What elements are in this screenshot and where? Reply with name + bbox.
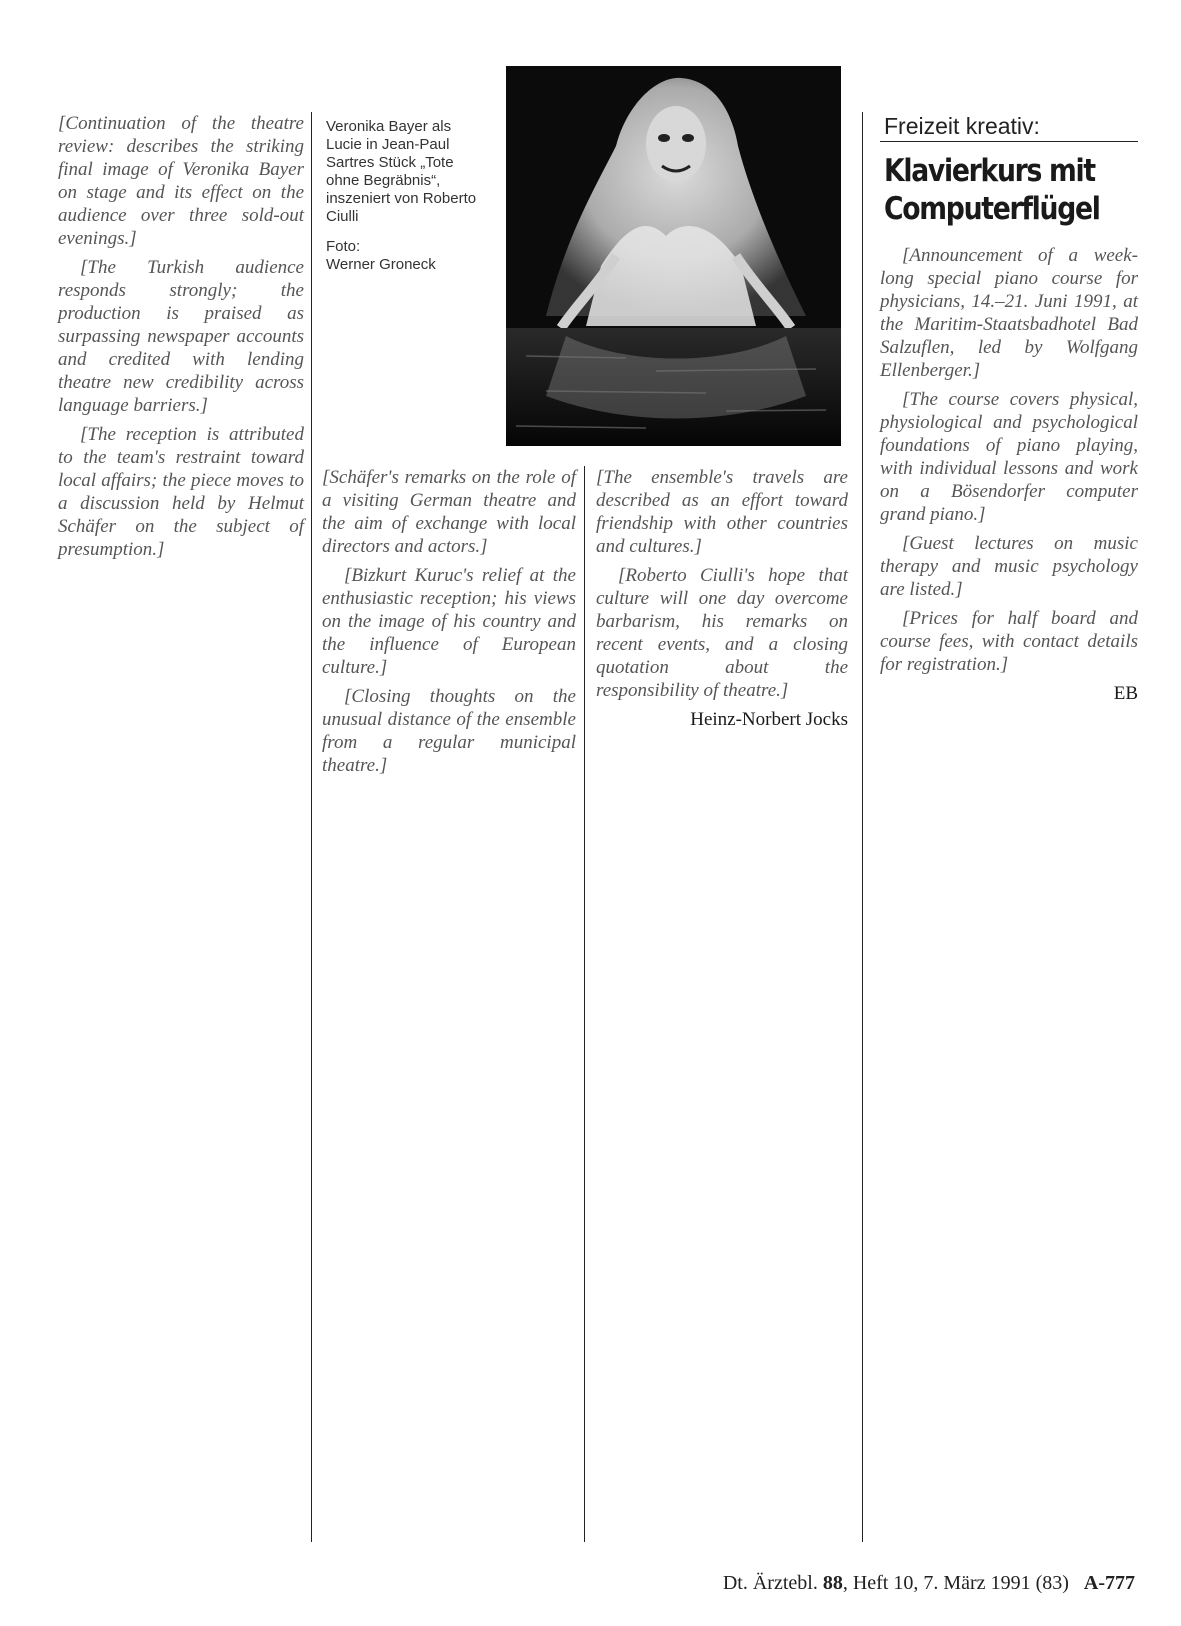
sidebar-column [880, 244, 1138, 711]
article-paragraph: [Roberto Ciulli's hope that culture will one day overcome barbarism, his remarks on recent events, and a closing quotation about the responsibility of theatre.] [596, 565, 848, 701]
sidebar-top-rule [880, 141, 1138, 142]
sidebar-paragraph: [Prices for half board and course fees, with contact details for registration.] [880, 608, 1138, 675]
footer-issue: , Heft 10, 7. März 1991 (83) [842, 1572, 1069, 1594]
article-paragraph: [Bizkurt Kuruc's relief at the enthusiastic reception; his views on the image of his country and the influence of European culture.] [322, 565, 576, 678]
photo-caption-text: Veronika Bayer als Lucie in Jean-Paul Sartres Stück „Tote ohne Begräbnis“, inszeniert von Roberto Ciulli [326, 118, 477, 225]
article-author: Heinz-Norbert Jocks [690, 709, 848, 730]
article-paragraph: [The reception is attributed to the team's restraint toward local affairs; the piece moves to a discussion held by Helmut Schäfer on the subject of presumption.] [58, 424, 304, 560]
sidebar-author-initials: EB [1113, 683, 1138, 704]
article-column-3 [596, 466, 848, 737]
sidebar-paragraph: [Guest lectures on music therapy and music psychology are listed.] [880, 533, 1138, 600]
article-paragraph: [Continuation of the theatre review: describes the striking final image of Veronika Bayer on stage and its effect on the audience over three sold-out evenings.] [58, 113, 304, 249]
photo-credit [326, 238, 486, 274]
article-column-1 [58, 112, 304, 567]
sidebar-kicker: Freizeit kreativ: [884, 113, 1040, 139]
article-paragraph: [Closing thoughts on the unusual distance of the ensemble from a regular municipal theatre.] [322, 686, 576, 776]
footer-volume: 88 [822, 1572, 843, 1594]
page-footer [723, 1572, 1135, 1595]
column-rule [862, 112, 863, 1542]
photo-credit-name: Werner Groneck [326, 256, 436, 273]
photo-credit-label: Foto: [326, 238, 361, 255]
footer-journal: Dt. Ärztebl. [722, 1572, 818, 1594]
sidebar-headline: Klavierkurs mit Computerflügel [884, 153, 1100, 227]
article-paragraph: [Schäfer's remarks on the role of a visiting German theatre and the aim of exchange with local directors and actors.] [322, 467, 576, 557]
footer-page-number: A-777 [1083, 1572, 1135, 1594]
article-column-2 [322, 466, 576, 783]
sidebar-paragraph: [The course covers physical, physiological and psychological foundations of piano playing, with individual lessons and work on a Bösendorfer computer grand piano.] [880, 389, 1138, 525]
sidebar-paragraph: [Announcement of a week-long special piano course for physicians, 14.–21. Juni 1991, at the Maritim-Staatsbadhotel Bad Salzuflen, led by Wolfgang Ellenberger.] [880, 245, 1138, 381]
column-rule [311, 112, 312, 1542]
photo-caption [326, 118, 486, 274]
stage-photo [506, 66, 841, 446]
stage-photo-illustration [506, 66, 841, 446]
article-paragraph: [The ensemble's travels are described as an effort toward friendship with other countries and cultures.] [596, 467, 848, 557]
article-paragraph: [The Turkish audience responds strongly; the production is praised as surpassing newspaper accounts and credited with lending theatre new credibility across language barriers.] [58, 257, 304, 416]
column-rule [584, 466, 585, 1542]
